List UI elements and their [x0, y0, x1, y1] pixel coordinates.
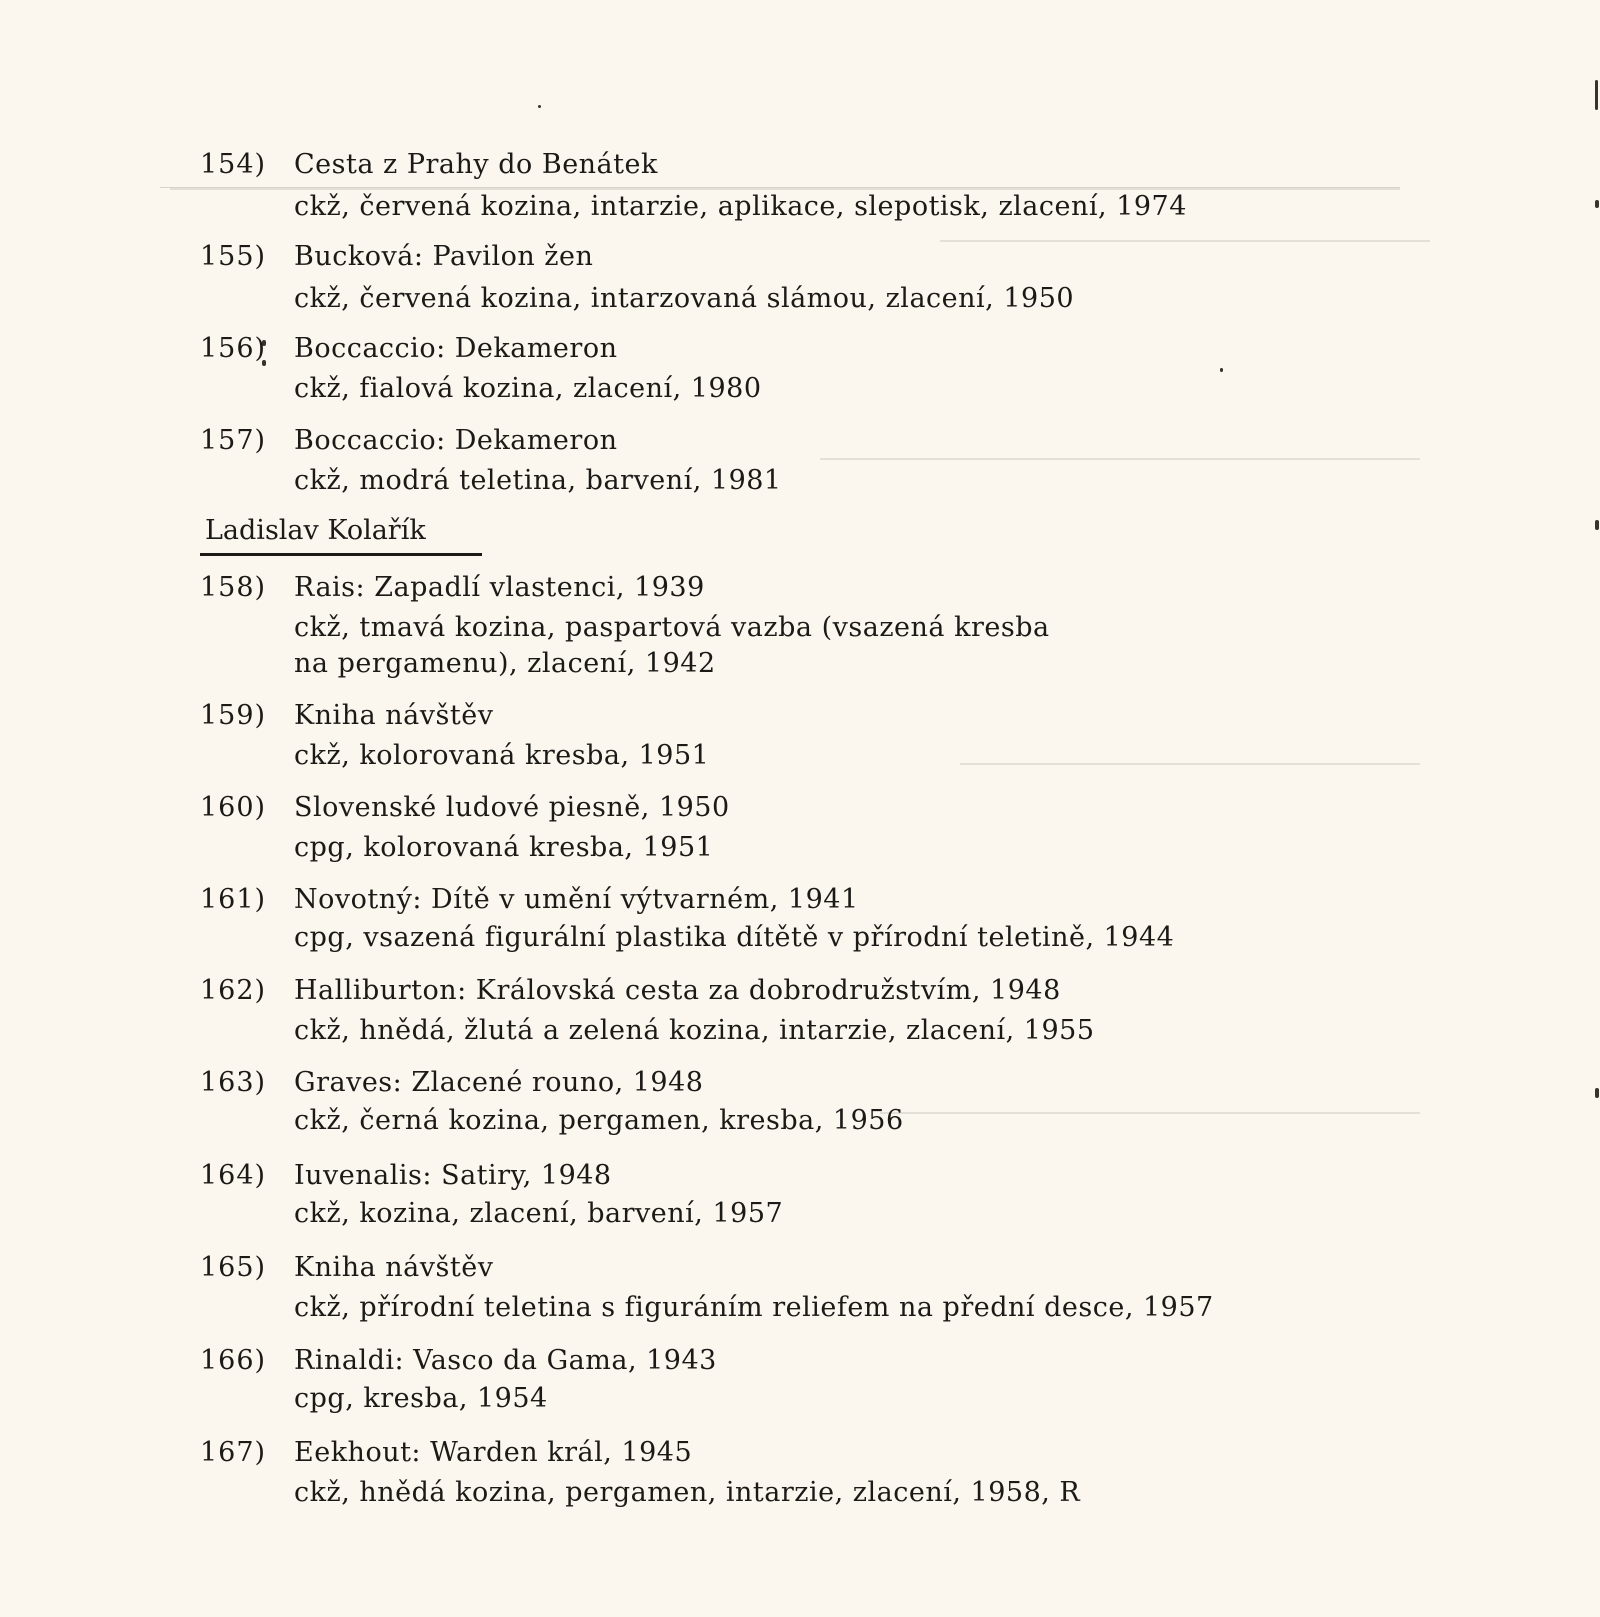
entry-title: Slovenské ludové piesně, 1950 [294, 792, 730, 823]
entry-description: ckž, červená kozina, intarzie, aplikace, slepotisk, zlacení, 1974 [294, 191, 1187, 222]
entry-number: 164) [200, 1160, 267, 1191]
entry-title: Boccaccio: Dekameron [294, 425, 618, 456]
entry-number: 158) [200, 572, 267, 603]
entry-description: ckž, kozina, zlacení, barvení, 1957 [294, 1198, 784, 1229]
entry-title: Kniha návštěv [294, 700, 494, 731]
entry-title: Bucková: Pavilon žen [294, 241, 594, 272]
entry-description: ckž, tmavá kozina, paspartová vazba (vsazená kresba [294, 612, 1050, 643]
section-heading-underline [200, 553, 482, 556]
entry-number: 157) [200, 425, 267, 456]
entry-number: 159) [200, 700, 267, 731]
entry-description: ckž, hnědá, žlutá a zelená kozina, intarzie, zlacení, 1955 [294, 1015, 1095, 1046]
ink-speck [1220, 368, 1223, 372]
entry-description: ckž, modrá teletina, barvení, 1981 [294, 465, 782, 496]
entry-title: Graves: Zlacené rouno, 1948 [294, 1067, 704, 1098]
entry-number: 154) [200, 149, 267, 180]
entry-number: 165) [200, 1252, 267, 1283]
entry-title: Iuvenalis: Satiry, 1948 [294, 1160, 612, 1191]
entry-description: ckž, fialová kozina, zlacení, 1980 [294, 373, 762, 404]
entry-title: Boccaccio: Dekameron [294, 333, 618, 364]
bleed-through-rule [940, 240, 1430, 242]
bleed-through-rule [960, 763, 1420, 765]
entry-number: 166) [200, 1345, 267, 1376]
ink-speck [1595, 80, 1598, 110]
entry-number: 160) [200, 792, 267, 823]
ink-speck [1595, 1088, 1599, 1098]
entry-description: ckž, červená kozina, intarzovaná slámou, zlacení, 1950 [294, 283, 1075, 314]
entry-title: Halliburton: Královská cesta za dobrodružstvím, 1948 [294, 975, 1061, 1006]
top-divider [160, 187, 1400, 188]
entry-number: 167) [200, 1437, 267, 1468]
entry-title: Rinaldi: Vasco da Gama, 1943 [294, 1345, 717, 1376]
entry-number: 156) [200, 333, 267, 364]
entry-description: ckž, přírodní teletina s figuráním reliefem na přední desce, 1957 [294, 1292, 1214, 1323]
section-heading: Ladislav Kolařík [205, 515, 426, 546]
entry-description: ckž, kolorovaná kresba, 1951 [294, 740, 710, 771]
entry-number: 155) [200, 241, 267, 272]
ink-speck [538, 105, 541, 108]
entry-description: na pergamenu), zlacení, 1942 [294, 648, 716, 679]
entry-description: cpg, kolorovaná kresba, 1951 [294, 832, 714, 863]
ink-speck [1595, 520, 1599, 530]
entry-number: 163) [200, 1067, 267, 1098]
entry-description: ckž, hnědá kozina, pergamen, intarzie, zlacení, 1958, R [294, 1477, 1081, 1508]
entry-title: Cesta z Prahy do Benátek [294, 149, 658, 180]
entry-title: Rais: Zapadlí vlastenci, 1939 [294, 572, 705, 603]
entry-title: Novotný: Dítě v umění výtvarném, 1941 [294, 884, 859, 915]
bleed-through-rule [170, 188, 1400, 190]
entry-title: Eekhout: Warden král, 1945 [294, 1437, 693, 1468]
entry-number: 162) [200, 975, 267, 1006]
entry-description: ckž, černá kozina, pergamen, kresba, 1956 [294, 1105, 904, 1136]
entry-title: Kniha návštěv [294, 1252, 494, 1283]
entry-description: cpg, vsazená figurální plastika dítětě v přírodní teletině, 1944 [294, 922, 1175, 953]
bleed-through-rule [820, 458, 1420, 460]
ink-speck [1595, 200, 1599, 208]
entry-description: cpg, kresba, 1954 [294, 1383, 548, 1414]
bleed-through-rule [880, 1112, 1420, 1114]
entry-number: 161) [200, 884, 267, 915]
